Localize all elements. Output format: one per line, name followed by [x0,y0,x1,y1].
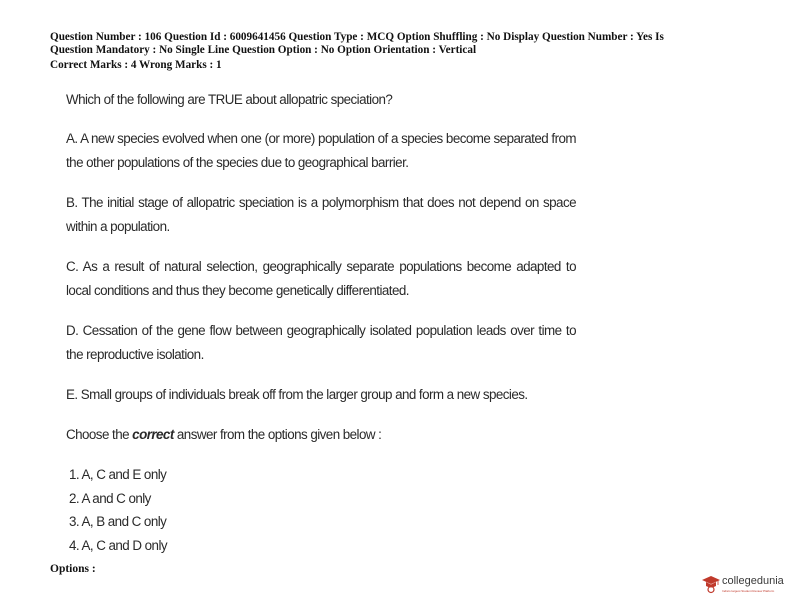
metadata-line-1: Question Number : 106 Question Id : 6009641456 Question Type : MCQ Option Shuffling : No Display Question Number : Yes Is [50,31,664,43]
question-stem: Which of the following are TRUE about allopatric speciation? [66,92,393,107]
question-metadata [50,31,740,72]
instruction-prefix: Choose the [66,427,133,442]
question-body [66,88,576,557]
statement-c: C. As a result of natural selection, geographically separate populations become adapted to local conditions and thus they become genetically differentiated. [66,259,576,298]
statement-a: A. A new species evolved when one (or more) population of a species become separated from the other populations of the species due to geographical barrier. [66,131,576,170]
statement-d: D. Cessation of the gene flow between geographically isolated population leads over time to the reproductive isolation. [66,323,576,362]
options-label: Options : [50,563,96,575]
answer-options-list [69,463,576,557]
metadata-line-2: Question Mandatory : No Single Line Question Option : No Option Orientation : Vertical [50,43,477,56]
statement-e: E. Small groups of individuals break off from the larger group and form a new species. [66,387,528,402]
answer-option-1: 1. A, C and E only [69,467,167,482]
marks-line: Correct Marks : 4 Wrong Marks : 1 [50,59,222,72]
instruction-suffix: answer from the options given below : [173,427,382,442]
answer-option-3: 3. A, B and C only [69,514,167,529]
collegedunia-logo [702,572,790,598]
logo-tagline: India's largest Student Review Platform [722,589,775,593]
answer-option-4: 4. A, C and D only [69,537,168,553]
answer-option-2: 2. A and C only [69,490,151,506]
statement-b: B. The initial stage of allopatric speciation is a polymorphism that does not depend on space within a population. [66,195,576,234]
graduation-cap-icon [702,574,720,594]
instruction-emphasis: correct [132,427,174,442]
logo-wordmark: collegedunia [722,575,784,587]
answer-instruction [66,423,576,447]
